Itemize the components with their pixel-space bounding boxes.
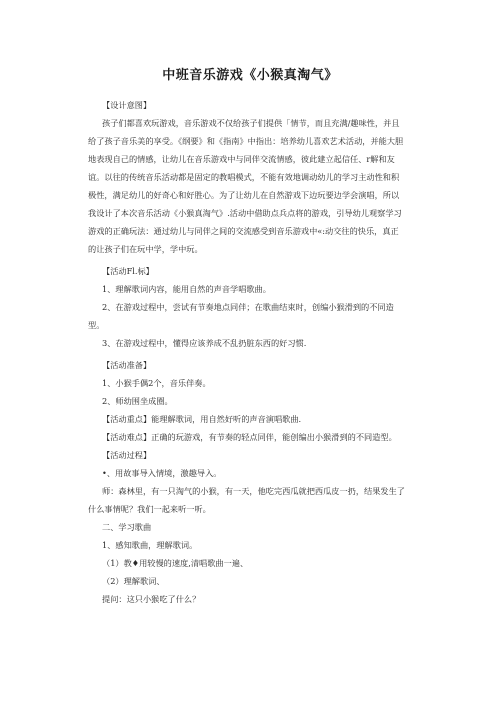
section-heading-preparation: 【活动准备】: [102, 360, 152, 370]
goal-item-3: 3、在游戏过程中，懂得应该养成不乱扔脏东西的好习惯.: [102, 338, 307, 348]
paragraph-teacher-story: 师：森林里，有一只淘气的小猴，有一天，他吃完西瓜就把西瓜皮一扔，结果发生了什么事情呢？我们一起来听一听。: [88, 486, 405, 514]
preparation-item-1: 1、小猴手偶2个，音乐伴奏。: [102, 378, 211, 388]
process-step-1: •、用故事导入情境，激趣导入。: [102, 468, 222, 478]
document-body: [88, 96, 406, 608]
process-step-2: 二、学习歌曲: [102, 522, 152, 532]
paragraph-key-point: 【活动重点】能理解歌词，用自然好听的声音演唱歌曲.: [102, 414, 302, 424]
paragraph-design-intent: 孩子们都喜欢玩游戏，音乐游戏不仅给孩子们提供「情节，而且充满/趣味性，并且给了孩子音乐美的享受。《纲要》和《指南》中指出：培养幼儿喜欢艺术活动，并能大胆地表现自己的情感，让幼儿在音乐游戏中与同伴交流情感，彼此建立起信任、r解和友谊。以往的传统音乐活动都是固定的教唱模式，不能有效地调动幼儿的学习主动性和积极性，满足幼儿的好奇心和好胜心。为了让幼儿在自然游戏下边玩要边学会演唱，所以我设计了本次音乐活动《小猴真淘气》.活动中借助点兵点将的游戏，引导幼儿观察学习游戏的正确玩法：通过幼儿与同伴之间的交流感受到音乐游戏中«:动交往的快乐，真正的让孩子们在玩中学，学中玩。: [88, 118, 404, 254]
goal-item-2: 2、在游戏过程中，尝试有节奏地点同伴；在歌曲结束时，创编小猴滑到的不同造型。: [88, 302, 394, 330]
section-heading-activity-goals: 【活动Fl.标】: [102, 266, 154, 276]
process-substep-1: 1、感知歌曲，理解歌词。: [102, 540, 198, 550]
question-line: 提问：这只小猴吃了什么？: [102, 594, 201, 604]
preparation-item-2: 2、师幼围坐成圈。: [102, 396, 173, 406]
process-substep-1-1: （1）教♦用较慢的速度,清唱歌曲一遍、: [102, 558, 249, 568]
section-heading-design-intent: 【设计意图】: [102, 100, 152, 110]
process-substep-1-2: （2）理解歌词、: [102, 576, 165, 586]
section-heading-process: 【活动过程】: [102, 450, 152, 460]
document-title: 中班音乐游戏《小猴真淘气》: [162, 68, 338, 83]
goal-item-1: 1、理解歌词内容，能用自然的声音学唱歌曲。: [102, 284, 271, 294]
paragraph-difficulty: 【活动难点】正确的玩游戏，有节奏的轻点同伴，能创编出小猴滑到的不同造型。: [102, 432, 397, 442]
